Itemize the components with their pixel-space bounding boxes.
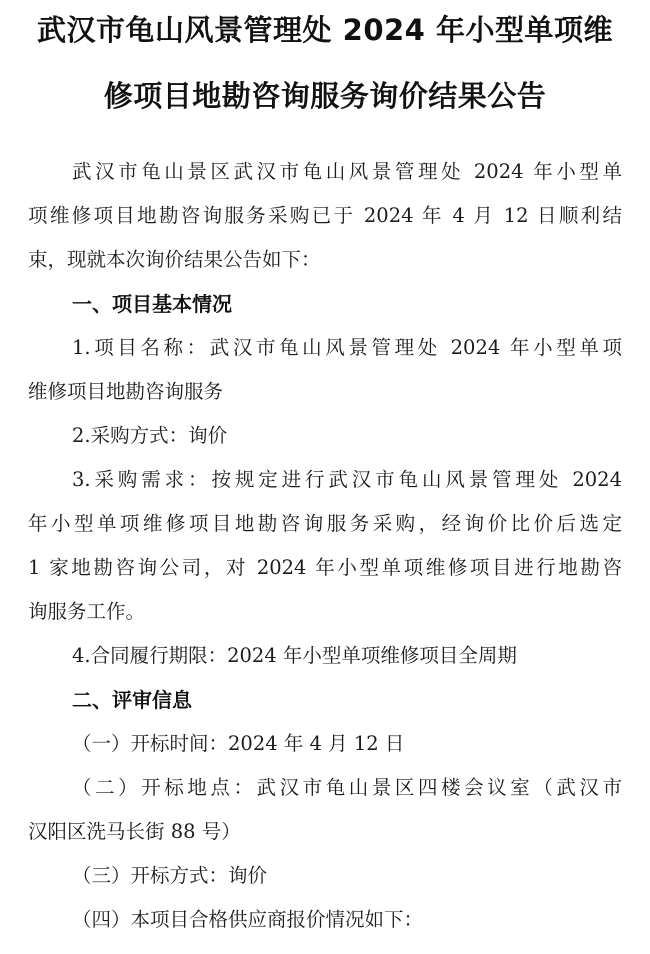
section-heading-review-info: 二、评审信息 (72, 688, 192, 712)
opening-location-line-2: 汉阳区洗马长街 88 号） (28, 820, 241, 843)
procurement-requirement-line-2: 年小型单项维修项目地勘咨询服务采购，经询价比价后选定 (28, 512, 622, 535)
opening-location-line-1: （二）开标地点：武汉市龟山景区四楼会议室（武汉市 (72, 776, 622, 799)
opening-method: （三）开标方式：询价 (72, 864, 268, 887)
document-title-line-1: 武汉市龟山风景管理处 2024 年小型单项维 (37, 13, 613, 47)
intro-line-3: 束，现就本次询价结果公告如下： (28, 248, 321, 271)
opening-time: （一）开标时间：2024 年 4 月 12 日 (72, 732, 405, 755)
project-name-line-1: 1.项目名称：武汉市龟山风景管理处 2024 年小型单项 (72, 336, 622, 359)
procurement-method: 2.采购方式：询价 (72, 424, 228, 447)
procurement-requirement-line-3: 1 家地勘咨询公司，对 2024 年小型单项维修项目进行地勘咨 (28, 556, 622, 579)
section-heading-project-info: 一、项目基本情况 (72, 292, 232, 316)
supplier-quotes-intro: （四）本项目合格供应商报价情况如下： (72, 908, 424, 931)
procurement-requirement-line-1: 3.采购需求：按规定进行武汉市龟山风景管理处 2024 (72, 468, 622, 491)
contract-period: 4.合同履行期限：2024 年小型单项维修项目全周期 (72, 644, 517, 667)
document-title-line-2: 修项目地勘咨询服务询价结果公告 (103, 79, 547, 113)
project-name-line-2: 维修项目地勘咨询服务 (28, 380, 224, 403)
procurement-requirement-line-4: 询服务工作。 (28, 600, 146, 623)
intro-line-1: 武汉市龟山景区武汉市龟山风景管理处 2024 年小型单 (72, 160, 622, 183)
intro-line-2: 项维修项目地勘咨询服务采购已于 2024 年 4 月 12 日顺利结 (28, 204, 622, 227)
